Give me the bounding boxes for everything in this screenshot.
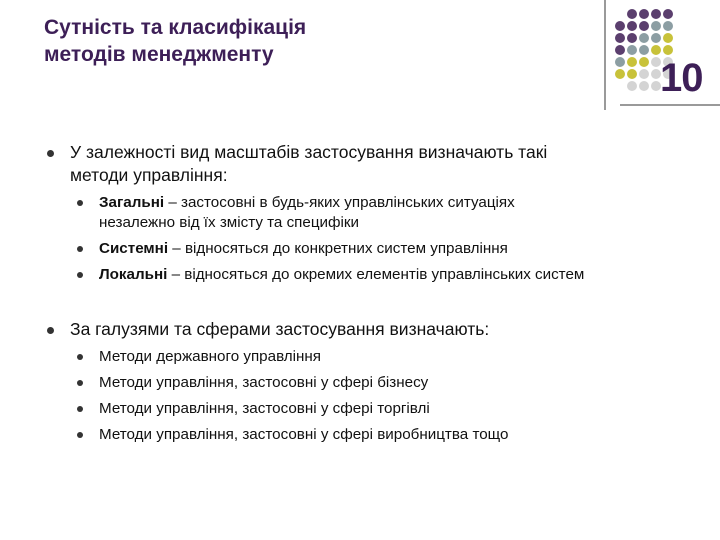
section1-item-system bbox=[99, 239, 508, 259]
item-term: Загальні bbox=[99, 194, 165, 211]
decorative-dot bbox=[627, 9, 637, 19]
decorative-dot bbox=[651, 33, 661, 43]
decorative-dot bbox=[639, 33, 649, 43]
section2-item: Методи управління, застосовні у сфері бізнесу bbox=[99, 374, 429, 391]
decorative-dot bbox=[639, 9, 649, 19]
bullet-icon bbox=[47, 327, 54, 334]
decorative-dot bbox=[639, 45, 649, 55]
decorative-dot bbox=[627, 21, 637, 31]
decorative-dot bbox=[663, 9, 673, 19]
bullet-icon bbox=[77, 406, 83, 412]
title-line-1: Сутність та класифікація bbox=[44, 16, 307, 39]
horizontal-divider bbox=[620, 104, 720, 106]
bullet-icon bbox=[77, 354, 83, 360]
bullet-icon bbox=[77, 200, 83, 206]
bullet-icon bbox=[77, 432, 83, 438]
decorative-dot bbox=[627, 57, 637, 67]
section1-item-general bbox=[99, 193, 515, 233]
decorative-dot bbox=[615, 57, 625, 67]
section1-line-1: У залежності вид масштабів застосування визначають такі bbox=[70, 142, 548, 162]
decorative-dot bbox=[627, 81, 637, 91]
bullet-icon bbox=[77, 246, 83, 252]
section1-item-local bbox=[99, 265, 584, 285]
section1-text bbox=[70, 141, 547, 187]
section2-text: За галузями та сферами застосування визначають: bbox=[70, 319, 490, 339]
title-line-2: методів менеджменту bbox=[44, 43, 274, 66]
item-term: Локальні bbox=[99, 266, 168, 283]
decorative-dot bbox=[639, 69, 649, 79]
slide-number: 10 bbox=[660, 56, 703, 100]
slide-title bbox=[44, 14, 564, 68]
item-desc-cont: незалежно від їх змісту та специфіки bbox=[99, 214, 360, 231]
decorative-dot bbox=[651, 21, 661, 31]
decorative-dot bbox=[615, 69, 625, 79]
decorative-dot bbox=[615, 33, 625, 43]
decorative-dot bbox=[627, 45, 637, 55]
section1-line-2: методи управління: bbox=[70, 165, 228, 185]
section2-item: Методи державного управління bbox=[99, 348, 322, 365]
item-desc: – відносяться до конкретних систем управління bbox=[168, 240, 508, 257]
bullet-icon bbox=[77, 380, 83, 386]
item-desc: – відносяться до окремих елементів управлінських систем bbox=[167, 266, 585, 283]
decorative-dot bbox=[627, 33, 637, 43]
bullet-icon bbox=[77, 272, 83, 278]
decorative-dot bbox=[663, 21, 673, 31]
decorative-dot bbox=[639, 21, 649, 31]
decorative-dot bbox=[627, 69, 637, 79]
decorative-dot bbox=[651, 45, 661, 55]
decorative-dot bbox=[663, 45, 673, 55]
decorative-dot bbox=[615, 21, 625, 31]
decorative-dot bbox=[663, 33, 673, 43]
section2-item: Методи управління, застосовні у сфері виробництва тощо bbox=[99, 426, 509, 443]
bullet-icon bbox=[47, 150, 54, 157]
decorative-dot bbox=[639, 81, 649, 91]
vertical-divider bbox=[604, 0, 606, 110]
decorative-dot bbox=[639, 57, 649, 67]
section2-item: Методи управління, застосовні у сфері торгівлі bbox=[99, 400, 430, 417]
item-desc: – застосовні в будь-яких управлінських ситуаціях bbox=[164, 194, 515, 211]
decorative-dot bbox=[615, 45, 625, 55]
decorative-dot bbox=[651, 9, 661, 19]
item-term: Системні bbox=[99, 240, 169, 257]
